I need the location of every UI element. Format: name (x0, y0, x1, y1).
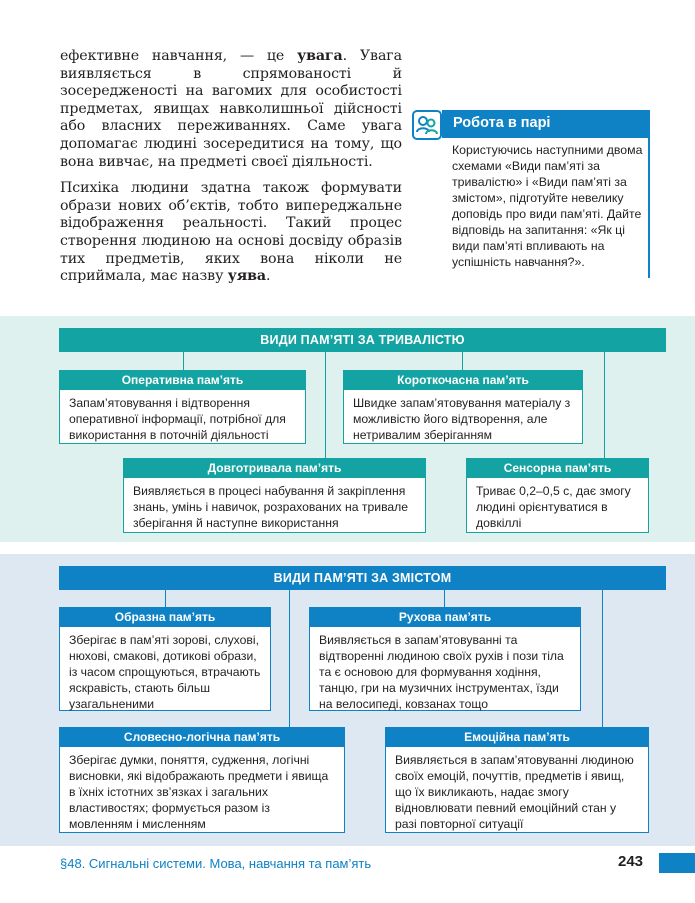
card-text: Виявляється в запам’ятовуванні людиною своїх емоцій, почуттів, предметів і явищ, що їх викликають, надає змогу відновлювати певний емоційний стан у разі повторної ситуації (395, 753, 634, 831)
paragraph-text: Психіка людини здатна також формувати образи нових об’єктів, тобто випереджальне відображення реальності. Такий процес створення людиною на основі досвіду образів тих предметів, яких вона ніколи не сприймала, має назву (60, 180, 402, 285)
card-text: Триває 0,2–0,5 с, дає змогу людині орієнтуватися в довкіллі (476, 484, 631, 530)
footer-section-title: §48. Сигнальні системи. Мова, навчання та пам’ять (60, 856, 372, 871)
card-short-term-memory (343, 370, 583, 444)
connector (183, 352, 184, 371)
card-title: Емоційна пам’ять (386, 728, 648, 747)
pair-work-side-line (648, 138, 650, 278)
pair-work-box (412, 110, 650, 278)
term-imagination: уява (227, 268, 266, 285)
connector (444, 590, 445, 608)
paragraph-text: . Увага виявляється в спрямованості й зосередженості на вагомих для особистості предметах, явищах навколишньої дійсності або власних переживаннях. Саме увага допомагає людині зосередитися на тому, що вона вивчає, на предметі своєї діяльності. (60, 48, 402, 170)
main-text (60, 48, 402, 295)
connector (289, 590, 290, 728)
card-title: Сенсорна пам’ять (467, 459, 648, 478)
pair-people-icon (412, 110, 442, 140)
paragraph-text: ефективне навчання, — це (60, 48, 298, 64)
card-title: Образна пам’ять (60, 608, 270, 627)
pair-work-text: Користуючись наступними двома схемами «Види пам’яті за тривалістю» і «Види пам’яті за змістом», підготуйте невелику доповідь про види пам’яті. Дайте відповідь на запитання: «Як ці види пам’яті впливають на успішність навчання?». (452, 143, 643, 269)
card-long-term-memory (123, 458, 426, 533)
paragraph-imagination (60, 180, 402, 286)
card-verbal-logical-memory (59, 727, 345, 833)
diagram-duration-title: ВИДИ ПАМ’ЯТІ ЗА ТРИВАЛІСТЮ (59, 328, 666, 352)
card-emotional-memory (385, 727, 649, 833)
connector (325, 352, 326, 459)
card-title: Рухова пам’ять (310, 608, 580, 627)
paragraph-text: . (265, 268, 271, 285)
term-attention: увага (297, 48, 343, 64)
card-text: Виявляється в процесі набування й закріплення знань, умінь і навичок, розрахованих на тривале зберігання й наступне використання (133, 484, 409, 530)
card-operative-memory (59, 370, 306, 444)
pair-work-title: Робота в парі (453, 115, 551, 131)
card-text: Швидке запам’ятовування матеріалу з можливістю його відтворення, але нетривалим зберіганням (353, 396, 571, 442)
card-title: Оперативна пам’ять (60, 371, 305, 390)
card-motor-memory (309, 607, 581, 711)
card-sensory-memory (466, 458, 649, 533)
card-text: Виявляється в запам’ятовуванні та відтворенні людиною своїх рухів і пози тіла та є основою для формування ходіння, танцю, гри на музичних інструментах, їзди на велосипеді, ковзанах тощо (319, 633, 564, 711)
card-title: Довготривала пам’ять (124, 459, 425, 478)
card-title: Короткочасна пам’ять (344, 371, 582, 390)
pair-work-header (442, 110, 650, 138)
paragraph-attention (60, 48, 402, 171)
card-text: Зберігає думки, поняття, судження, логічні висновки, які відображають предмети і явища в їхніх істотних зв’язках і загальних властивостях; формується разом із мовленням і мисленням (69, 753, 329, 831)
connector (604, 352, 605, 459)
card-text: Зберігає в пам’яті зорові, слухові, нюхові, смакові, дотикові образи, із часом спрощуються, втрачають яскравість, стають більш узагальненими (69, 633, 261, 711)
connector (602, 590, 603, 728)
page-number: 243 (618, 853, 644, 870)
page-tab (659, 853, 695, 873)
diagram-content-title: ВИДИ ПАМ’ЯТІ ЗА ЗМІСТОМ (59, 566, 666, 590)
card-image-memory (59, 607, 271, 711)
card-title: Словесно-логічна пам’ять (60, 728, 344, 747)
connector (462, 352, 463, 371)
card-text: Запам’ятовування і відтворення оперативної інформації, потрібної для використання в поточній діяльності (69, 396, 286, 442)
connector (165, 590, 166, 608)
